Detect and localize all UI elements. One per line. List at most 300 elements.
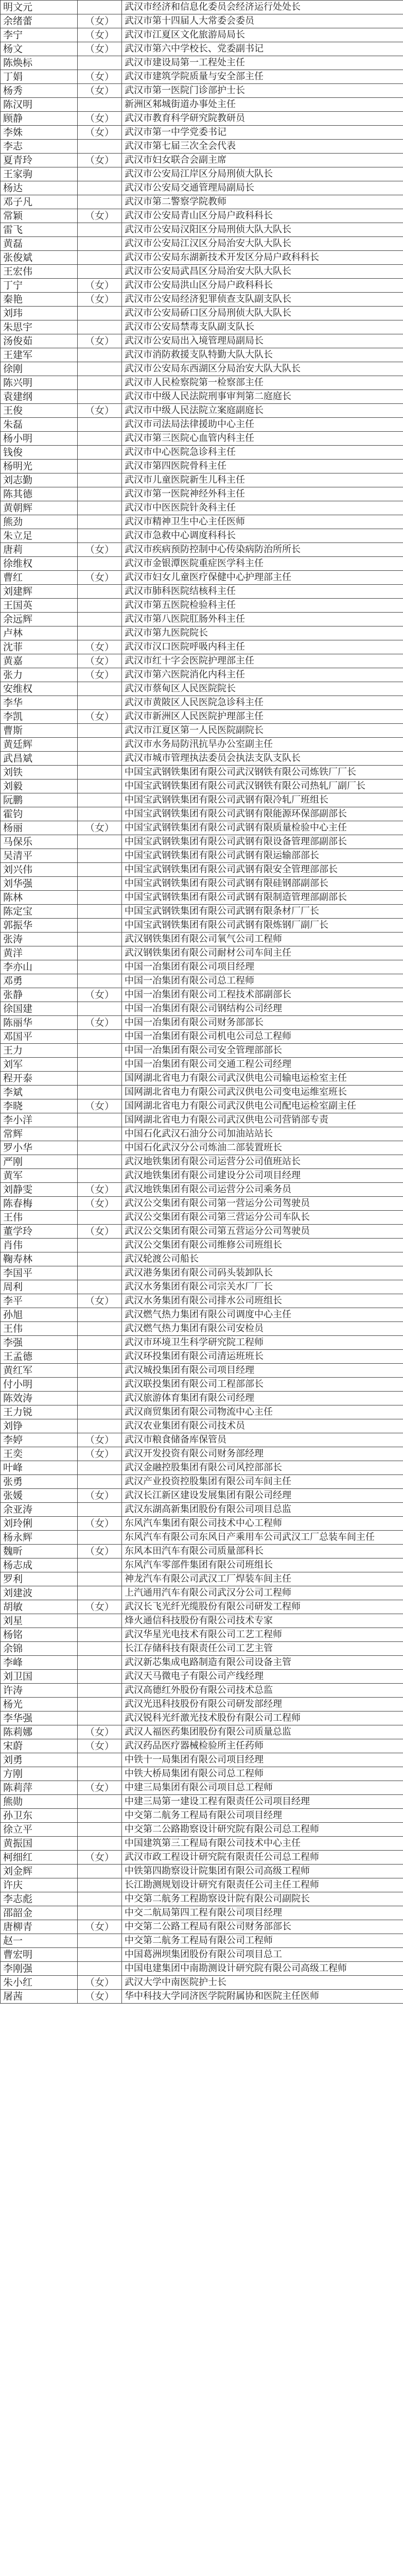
person-name: 卢林: [1, 626, 78, 640]
person-name: 李斌: [1, 1086, 78, 1099]
position-title: 武汉轮渡公司船长: [122, 1252, 403, 1266]
person-name: 常颖: [1, 209, 78, 223]
position-title: 中铁第四勘察设计院集团有限公司高级工程师: [122, 1865, 403, 1878]
table-row: [1, 42, 403, 56]
table-row: [1, 307, 403, 320]
gender-marker: [78, 1392, 122, 1405]
gender-marker: [78, 460, 122, 473]
table-row: [1, 1086, 403, 1099]
table-row: [1, 1837, 403, 1851]
table-row: [1, 919, 403, 933]
position-title: 中国宝武钢铁集团有限公司武汉钢铁有限公司热轧厂副厂长: [122, 779, 403, 793]
table-row: [1, 1030, 403, 1044]
gender-marker: [78, 1072, 122, 1086]
position-title: 武汉市儿童医院新生儿科主任: [122, 473, 403, 487]
gender-marker: （女）: [78, 126, 122, 140]
gender-marker: [78, 919, 122, 933]
gender-marker: （女）: [78, 988, 122, 1002]
position-title: 中交第二航务工程局有限公司工程师: [122, 1934, 403, 1948]
position-title: 武汉长江新区建设发展集团有限公司经理: [122, 1489, 403, 1503]
table-row: [1, 1739, 403, 1753]
position-title: 武汉锐科光纤激光技术股份有限公司工程师: [122, 1711, 403, 1725]
person-name: 杨丽: [1, 821, 78, 835]
table-row: [1, 418, 403, 432]
gender-marker: [78, 1684, 122, 1698]
table-row: [1, 752, 403, 766]
table-row: [1, 988, 403, 1002]
position-title: 中国一冶集团有限公司钢结构公司经理: [122, 1002, 403, 1016]
person-name: 杨秀: [1, 84, 78, 98]
gender-marker: （女）: [78, 1294, 122, 1308]
gender-marker: [78, 877, 122, 891]
position-title: 武汉联投集团有限公司工程部部长: [122, 1378, 403, 1392]
person-name: 王伟: [1, 1211, 78, 1225]
person-name: 熊勋: [1, 1795, 78, 1809]
gender-marker: [78, 1475, 122, 1489]
person-name: 袁建纲: [1, 390, 78, 404]
position-title: 武汉市第二警察学院教师: [122, 195, 403, 209]
table-row: [1, 1670, 403, 1684]
gender-marker: [78, 1670, 122, 1684]
gender-marker: [78, 181, 122, 195]
person-name: 张俊斌: [1, 251, 78, 265]
table-row: [1, 112, 403, 126]
gender-marker: [78, 752, 122, 766]
person-name: 李强: [1, 1336, 78, 1350]
table-row: [1, 140, 403, 154]
position-title: 中国宝武钢铁集团有限公司武钢有限运输部部长: [122, 849, 403, 863]
position-title: 武汉市精神卫生中心主任医师: [122, 515, 403, 529]
position-title: 中铁大桥局集团有限公司总工程师: [122, 1767, 403, 1781]
person-name: 王孟德: [1, 1350, 78, 1364]
person-name: 朱思宇: [1, 320, 78, 334]
person-name: 钱俊: [1, 446, 78, 460]
table-row: [1, 599, 403, 613]
person-name: 丁宁: [1, 279, 78, 293]
position-title: 武汉市消防救援支队特勤大队大队长: [122, 348, 403, 362]
table-row: [1, 1753, 403, 1767]
table-row: [1, 1934, 403, 1948]
gender-marker: [78, 779, 122, 793]
table-row: [1, 1809, 403, 1823]
person-name: 张涛: [1, 933, 78, 946]
person-name: 张力: [1, 668, 78, 682]
position-title: 武汉地铁集团有限公司运营分公司乘务员: [122, 1183, 403, 1197]
gender-marker: [78, 320, 122, 334]
gender-marker: [78, 849, 122, 863]
table-row: [1, 84, 403, 98]
position-title: 武汉市公安局东湖新技术开发区分局户政科科长: [122, 251, 403, 265]
table-row: [1, 1600, 403, 1614]
position-title: 武汉燃气热力集团有限公司安检员: [122, 1322, 403, 1336]
table-row: [1, 334, 403, 348]
table-row: [1, 849, 403, 863]
person-name: 胡敏: [1, 1600, 78, 1614]
table-row: [1, 460, 403, 473]
table-row: [1, 877, 403, 891]
person-name: 李国平: [1, 1266, 78, 1280]
position-title: 中国宝武钢铁集团有限公司武钢有限安全管理部部长: [122, 863, 403, 877]
person-name: 沈菲: [1, 640, 78, 654]
person-name: 付小明: [1, 1378, 78, 1392]
person-name: 王力锐: [1, 1405, 78, 1419]
table-row: [1, 1127, 403, 1141]
gender-marker: （女）: [78, 1225, 122, 1239]
position-title: 国网湖北省电力有限公司武汉供电公司配电运检室副主任: [122, 1099, 403, 1113]
person-name: 王力: [1, 1044, 78, 1058]
person-name: 陈莉萍: [1, 1781, 78, 1795]
position-title: 武汉公交集团有限公司第一营运分公司驾驶员: [122, 1197, 403, 1211]
person-name: 余锦: [1, 1642, 78, 1656]
table-row: [1, 1892, 403, 1906]
person-name: 熊劲: [1, 515, 78, 529]
person-name: 黄洋: [1, 946, 78, 960]
table-row: [1, 1447, 403, 1461]
table-row: [1, 98, 403, 112]
person-name: 鞠寿林: [1, 1252, 78, 1266]
gender-marker: [78, 696, 122, 710]
person-name: 陈效涛: [1, 1392, 78, 1405]
table-row: [1, 501, 403, 515]
position-title: 武汉地铁集团有限公司运营分公司值班站长: [122, 1155, 403, 1169]
gender-marker: [78, 766, 122, 779]
person-name: 邓国平: [1, 1030, 78, 1044]
gender-marker: [78, 195, 122, 209]
position-title: 中建三局集团有限公司项目总工程师: [122, 1781, 403, 1795]
gender-marker: [78, 1906, 122, 1920]
person-name: 唐莉: [1, 543, 78, 557]
gender-marker: [78, 1809, 122, 1823]
person-name: 邓子凡: [1, 195, 78, 209]
person-name: 秦艳: [1, 293, 78, 307]
position-title: 武汉市黄陂区人民医院急诊科主任: [122, 696, 403, 710]
person-name: 叶峰: [1, 1461, 78, 1475]
gender-marker: [78, 1531, 122, 1545]
gender-marker: [78, 1155, 122, 1169]
gender-marker: [78, 724, 122, 738]
table-row: [1, 1906, 403, 1920]
person-name: 汤俊茹: [1, 334, 78, 348]
position-title: 中国一冶集团有限公司机电公司总工程师: [122, 1030, 403, 1044]
gender-marker: [78, 1364, 122, 1378]
position-title: 武汉市公安局经济犯罪侦查支队副支队长: [122, 293, 403, 307]
position-title: 上汽通用汽车有限公司武汉分公司工程师: [122, 1586, 403, 1600]
person-name: 陈丽华: [1, 1016, 78, 1030]
gender-marker: （女）: [78, 42, 122, 56]
gender-marker: [78, 140, 122, 154]
gender-marker: [78, 1, 122, 14]
person-name: 王建军: [1, 348, 78, 362]
table-row: [1, 181, 403, 195]
position-title: 武汉市急救中心调度科科长: [122, 529, 403, 543]
gender-marker: （女）: [78, 1016, 122, 1030]
position-title: 中国宝武钢铁集团有限公司武钢有限条材厂厂长: [122, 905, 403, 919]
table-row: [1, 626, 403, 640]
position-title: 中交第二公路勘察设计研究院有限公司总工程师: [122, 1823, 403, 1837]
position-title: 中国宝武钢铁集团有限公司武钢有限硅钢部副部长: [122, 877, 403, 891]
table-row: [1, 696, 403, 710]
position-title: 中国宝武钢铁集团有限公司武钢有限设备管理部副部长: [122, 835, 403, 849]
position-title: 武汉市司法局法律援助中心主任: [122, 418, 403, 432]
gender-marker: [78, 1586, 122, 1600]
person-name: 陈其德: [1, 487, 78, 501]
gender-marker: （女）: [78, 821, 122, 835]
position-title: 武汉市第十四届人大常委会委员: [122, 14, 403, 28]
person-name: 刘星: [1, 1614, 78, 1628]
table-row: [1, 293, 403, 307]
table-row: [1, 1614, 403, 1628]
person-name: 明文元: [1, 1, 78, 14]
person-name: 李宁: [1, 28, 78, 42]
position-title: 武汉市粮食储备库保管员: [122, 1433, 403, 1447]
person-name: 陈兴明: [1, 376, 78, 390]
person-name: 肖伟: [1, 1239, 78, 1252]
person-name: 曹红: [1, 571, 78, 585]
table-row: [1, 1322, 403, 1336]
table-row: [1, 1392, 403, 1405]
position-title: 中国石化武汉石油分公司加油站站长: [122, 1127, 403, 1141]
position-title: 武汉市红十字会医院护理部主任: [122, 654, 403, 668]
gender-marker: [78, 1711, 122, 1725]
person-name: 朱立足: [1, 529, 78, 543]
gender-marker: [78, 1628, 122, 1642]
person-name: 王伟: [1, 1322, 78, 1336]
position-title: 武汉公交集团有限公司第三营运分公司车队长: [122, 1211, 403, 1225]
person-name: 张勇: [1, 1475, 78, 1489]
person-name: 王宏伟: [1, 265, 78, 279]
person-name: 王奕: [1, 1447, 78, 1461]
person-name: 严刚: [1, 1155, 78, 1169]
position-title: 中国建筑第三工程局有限公司技术中心主任: [122, 1837, 403, 1851]
position-title: 华中科技大学同济医学院附属协和医院主任医师: [122, 1990, 403, 2004]
gender-marker: [78, 1767, 122, 1781]
position-title: 中国宝武钢铁集团有限公司武钢有限冷轧厂班组长: [122, 793, 403, 807]
position-title: 长江存储科技有限责任公司工艺主管: [122, 1642, 403, 1656]
gender-marker: （女）: [78, 112, 122, 126]
person-name: 丁娟: [1, 70, 78, 84]
table-row: [1, 1517, 403, 1531]
gender-marker: [78, 1419, 122, 1433]
position-title: 武汉高德红外股份有限公司技术总监: [122, 1684, 403, 1698]
gender-marker: （女）: [78, 154, 122, 167]
person-name: 陈林: [1, 891, 78, 905]
position-title: 武汉市妇女儿童医疗保健中心护理部主任: [122, 571, 403, 585]
position-title: 武汉市第六中学校长、党委副书记: [122, 42, 403, 56]
gender-marker: （女）: [78, 1725, 122, 1739]
position-title: 武汉产业投资控股集团有限公司车间主任: [122, 1475, 403, 1489]
gender-marker: [78, 1642, 122, 1656]
person-name: 李刚强: [1, 1962, 78, 1976]
gender-marker: [78, 1656, 122, 1670]
person-name: 朱磊: [1, 418, 78, 432]
gender-marker: [78, 1572, 122, 1586]
person-name: 黄磊: [1, 237, 78, 251]
person-name: 马保乐: [1, 835, 78, 849]
gender-marker: [78, 98, 122, 112]
gender-marker: （女）: [78, 1447, 122, 1461]
person-name: 夏青玲: [1, 154, 78, 167]
position-title: 中国石化武汉分公司炼油二部装置班长: [122, 1141, 403, 1155]
position-title: 新洲区邾城街道办事处主任: [122, 98, 403, 112]
position-title: 武汉钢铁集团有限公司耐材公司车间主任: [122, 946, 403, 960]
table-row: [1, 640, 403, 654]
position-title: 武汉农业集团有限公司技术员: [122, 1419, 403, 1433]
gender-marker: [78, 1336, 122, 1350]
gender-marker: [78, 738, 122, 752]
table-row: [1, 1072, 403, 1086]
position-title: 中国宝武钢铁集团有限公司武钢有限炼钢厂副厂长: [122, 919, 403, 933]
table-row: [1, 543, 403, 557]
table-row: [1, 571, 403, 585]
position-title: 武汉市蔡甸区人民医院院长: [122, 682, 403, 696]
table-row: [1, 710, 403, 724]
gender-marker: [78, 1058, 122, 1072]
table-row: [1, 1489, 403, 1503]
table-row: [1, 738, 403, 752]
table-row: [1, 1405, 403, 1419]
table-row: [1, 1851, 403, 1865]
table-row: [1, 1475, 403, 1489]
table-row: [1, 1419, 403, 1433]
table-row: [1, 432, 403, 446]
position-title: 武汉旅游体育集团有限公司经理: [122, 1392, 403, 1405]
table-row: [1, 1628, 403, 1642]
person-name: 刘卫国: [1, 1670, 78, 1684]
gender-marker: [78, 1086, 122, 1099]
table-row: [1, 1558, 403, 1572]
gender-marker: [78, 167, 122, 181]
table-row: [1, 1433, 403, 1447]
table-row: [1, 1767, 403, 1781]
gender-marker: [78, 585, 122, 599]
position-title: 中国一冶集团有限公司总工程师: [122, 974, 403, 988]
position-title: 武汉市城市管理执法委员会执法支队支队长: [122, 752, 403, 766]
position-title: 武汉市第九医院院长: [122, 626, 403, 640]
table-row: [1, 613, 403, 626]
person-name: 刘铁: [1, 766, 78, 779]
table-row: [1, 195, 403, 209]
gender-marker: （女）: [78, 710, 122, 724]
table-row: [1, 1350, 403, 1364]
gender-marker: （女）: [78, 654, 122, 668]
table-row: [1, 515, 403, 529]
position-title: 武汉市中级人民法院立案庭副庭长: [122, 404, 403, 418]
position-title: 武汉市公安局出入境管理局副局长: [122, 334, 403, 348]
person-name: 刘军: [1, 1058, 78, 1072]
table-row: [1, 1642, 403, 1656]
person-name: 徐立平: [1, 1823, 78, 1837]
person-name: 李亦山: [1, 960, 78, 974]
person-name: 李姝: [1, 126, 78, 140]
position-title: 武汉市公安局江岸区分局刑侦大队长: [122, 167, 403, 181]
table-row: [1, 933, 403, 946]
position-title: 中国宝武钢铁集团有限公司武钢有限制造管理部副部长: [122, 891, 403, 905]
position-title: 武汉市妇女联合会副主席: [122, 154, 403, 167]
position-title: 武汉市公安局洪山区分局户政科科长: [122, 279, 403, 293]
gender-marker: [78, 446, 122, 460]
gender-marker: [78, 1878, 122, 1892]
position-title: 武汉市公安局东西湖区分局治安大队大队长: [122, 362, 403, 376]
gender-marker: [78, 362, 122, 376]
position-title: 中国一冶集团有限公司项目经理: [122, 960, 403, 974]
position-title: 武汉市经济和信息化委员会经济运行处处长: [122, 1, 403, 14]
position-title: 中铁十一局集团有限公司项目经理: [122, 1753, 403, 1767]
position-title: 武汉公交集团有限公司维修公司班组长: [122, 1239, 403, 1252]
table-row: [1, 1503, 403, 1517]
person-name: 陈春梅: [1, 1197, 78, 1211]
position-title: 武汉市第一医院神经外科主任: [122, 487, 403, 501]
table-row: [1, 793, 403, 807]
table-row: [1, 557, 403, 571]
table-row: [1, 1044, 403, 1058]
person-name: 郭振华: [1, 919, 78, 933]
table-row: [1, 1976, 403, 1990]
gender-marker: [78, 1030, 122, 1044]
table-row: [1, 209, 403, 223]
gender-marker: [78, 613, 122, 626]
person-name: 杨小明: [1, 432, 78, 446]
gender-marker: （女）: [78, 1739, 122, 1753]
table-row: [1, 974, 403, 988]
gender-marker: [78, 473, 122, 487]
table-row: [1, 390, 403, 404]
gender-marker: （女）: [78, 1197, 122, 1211]
gender-marker: [78, 1322, 122, 1336]
gender-marker: [78, 974, 122, 988]
person-name: 董学玲: [1, 1225, 78, 1239]
gender-marker: （女）: [78, 404, 122, 418]
person-name: 王俊: [1, 404, 78, 418]
position-title: 武汉市政工程设计研究院有限责任公司总工程师: [122, 1851, 403, 1865]
position-title: 武汉市肺科医院结核科主任: [122, 585, 403, 599]
person-name: 杨志成: [1, 1558, 78, 1572]
gender-marker: [78, 1169, 122, 1183]
table-row: [1, 863, 403, 877]
table-row: [1, 487, 403, 501]
person-name: 许涛: [1, 1684, 78, 1698]
person-name: 黄廷辉: [1, 738, 78, 752]
gender-marker: [78, 1837, 122, 1851]
person-name: 余绪蕾: [1, 14, 78, 28]
gender-marker: [78, 56, 122, 70]
position-title: 武汉市人民检察院第一检察部主任: [122, 376, 403, 390]
gender-marker: [78, 626, 122, 640]
position-title: 武汉市公安局禁毒支队副支队长: [122, 320, 403, 334]
person-name: 朱小红: [1, 1976, 78, 1990]
gender-marker: （女）: [78, 70, 122, 84]
person-name: 徐国建: [1, 1002, 78, 1016]
position-title: 武汉人福医药集团股份有限公司质量总监: [122, 1725, 403, 1739]
table-row: [1, 654, 403, 668]
table-row: [1, 154, 403, 167]
table-row: [1, 1990, 403, 2004]
table-row: [1, 668, 403, 682]
person-name: 李华: [1, 696, 78, 710]
table-row: [1, 1865, 403, 1878]
table-row: [1, 1336, 403, 1350]
person-name: 宋蔚: [1, 1739, 78, 1753]
table-row: [1, 1280, 403, 1294]
position-title: 武汉市公安局武昌区分局治安大队大队长: [122, 265, 403, 279]
gender-marker: [78, 390, 122, 404]
person-name: 李小洋: [1, 1113, 78, 1127]
table-row: [1, 1016, 403, 1030]
table-row: [1, 1266, 403, 1280]
table-row: [1, 835, 403, 849]
position-title: 武汉地铁集团有限公司建设分公司项目经理: [122, 1169, 403, 1183]
person-name: 赵一: [1, 1934, 78, 1948]
person-name: 徐刚: [1, 362, 78, 376]
